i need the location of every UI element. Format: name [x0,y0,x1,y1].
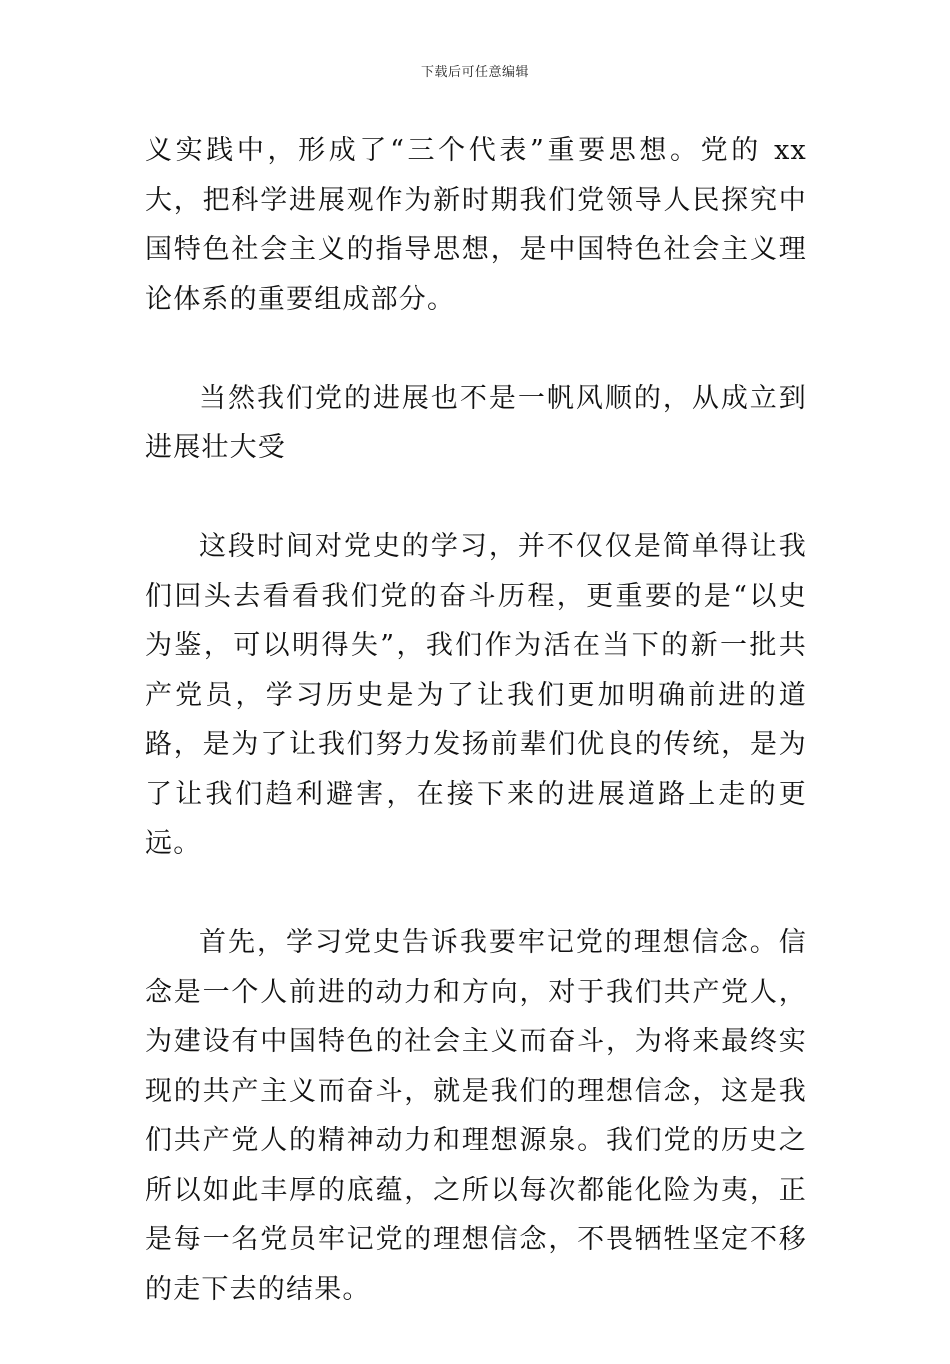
paragraph: 首先，学习党史告诉我要牢记党的理想信念。信念是一个人前进的动力和方向，对于我们共产党人，为建设有中国特色的社会主义而奋斗，为将来最终实现的共产主义而奋斗，就是我们的理想信念，这是我们共产党人的精神动力和理想源泉。我们党的历史之所以如此丰厚的底蕴，之所以每次都能化险为夷，正是每一名党员牢记党的理想信念，不畏牺牲坚定不移的走下去的结果。 [145,927,807,1305]
paragraph-continuation: 义实践中，形成了“三个代表”重要思想。党的 xx 大，把科学进展观作为新时期我们党领导人民探究中国特色社会主义的指导思想，是中国特色社会主义理论体系的重要组成部分。 [145,135,807,315]
document-body [145,126,807,1364]
paragraph: 这段时间对党史的学习，并不仅仅是简单得让我们回头去看看我们党的奋斗历程，更重要的是“以史为鉴，可以明得失”，我们作为活在当下的新一批共产党员，学习历史是为了让我们更加明确前进的道路，是为了让我们努力发扬前辈们优良的传统，是为了让我们趋利避害，在接下来的进展道路上走的更远。 [145,531,807,859]
page-header: 下载后可任意编辑 [420,65,529,80]
paragraph: 当然我们党的进展也不是一帆风顺的，从成立到进展壮大受 [145,382,807,463]
